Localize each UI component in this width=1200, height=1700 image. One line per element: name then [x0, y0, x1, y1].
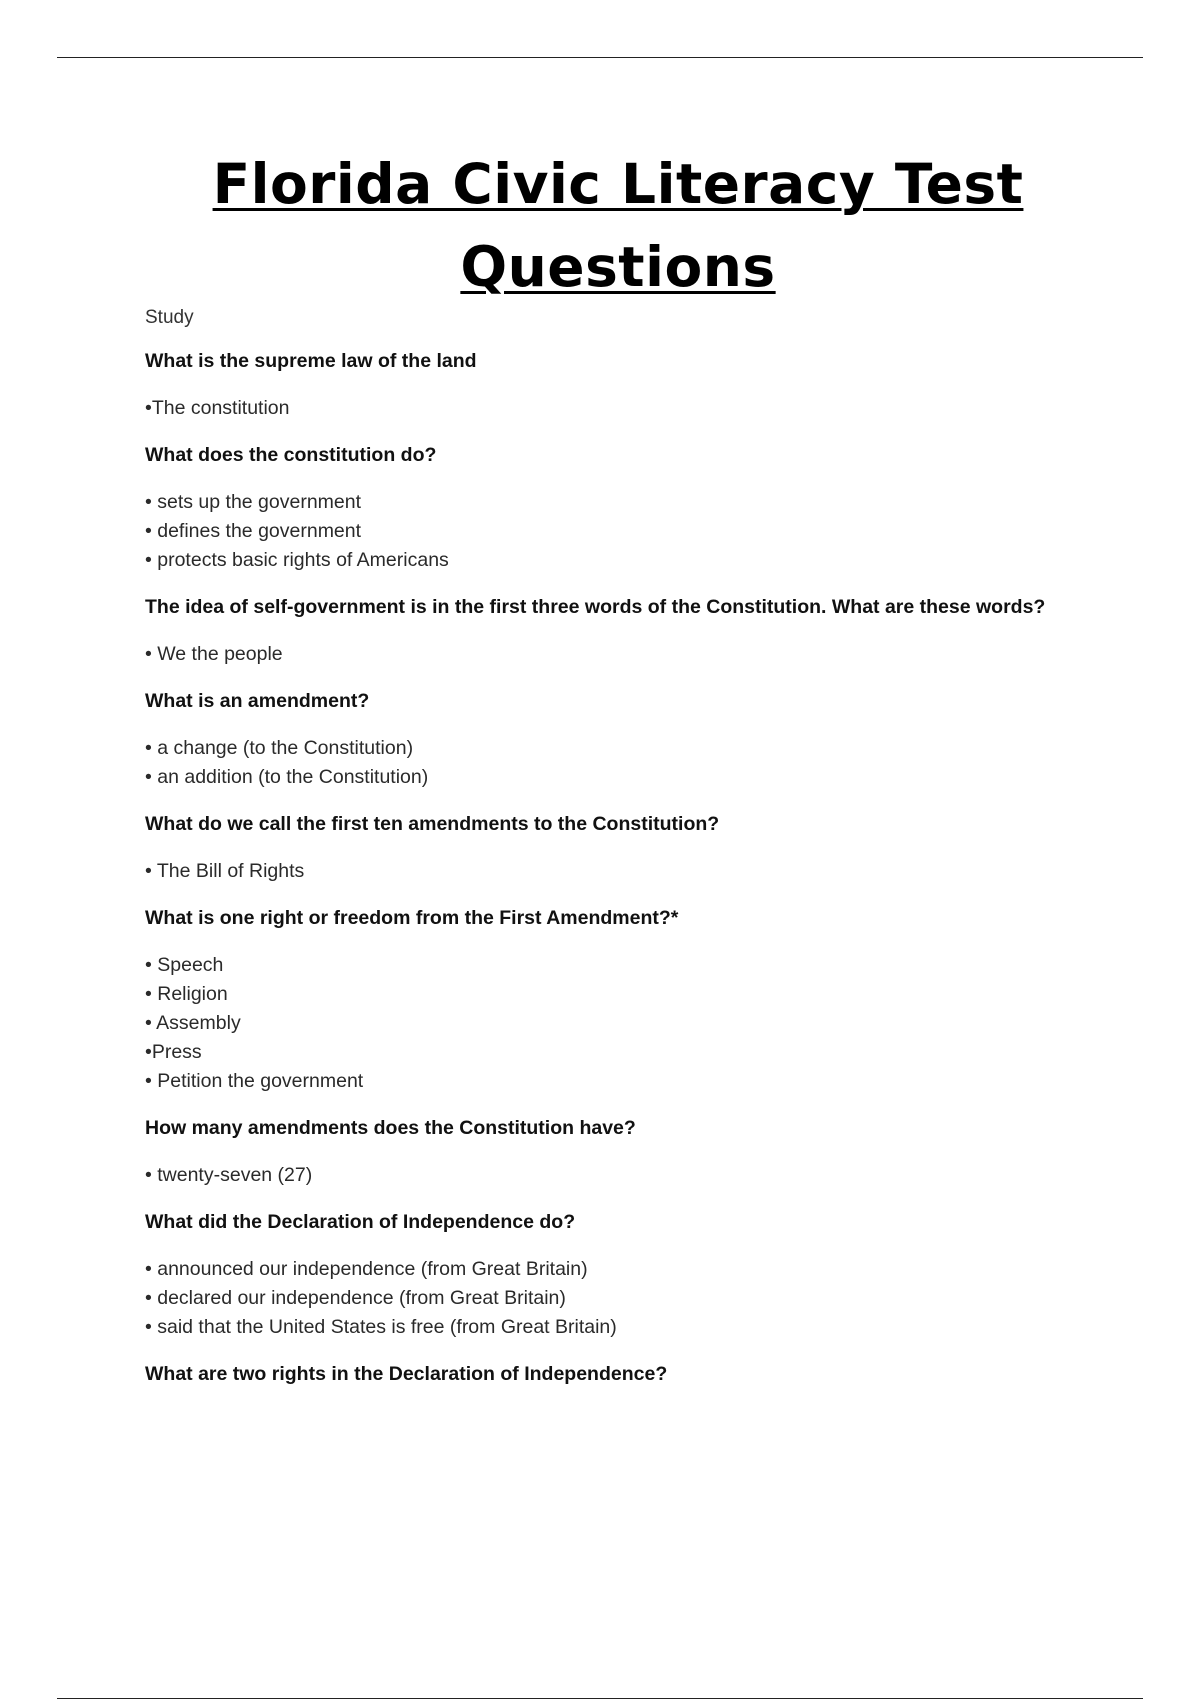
answer-list	[145, 640, 1125, 669]
answer-list	[145, 394, 1125, 423]
answer-item: •Press	[145, 1041, 202, 1063]
answer-item: • The Bill of Rights	[145, 860, 305, 882]
answer-item: • twenty-seven (27)	[145, 1164, 313, 1186]
qa-item	[145, 444, 1125, 575]
question: What are two rights in the Declaration of Independence?	[145, 1363, 668, 1385]
question: What did the Declaration of Independence do?	[145, 1211, 576, 1233]
answer-item: • a change (to the Constitution)	[145, 737, 414, 759]
page-title-line-1	[0, 152, 1200, 216]
qa-item	[145, 596, 1125, 669]
answer-item: • announced our independence (from Great Britain)	[145, 1258, 588, 1280]
answer-item: • protects basic rights of Americans	[145, 549, 449, 571]
answer-item: •The constitution	[145, 397, 290, 419]
page-title-line-2-text: Questions	[460, 235, 776, 299]
page-title-line-2	[0, 235, 1200, 299]
study-label: Study	[145, 307, 194, 328]
qa-item	[145, 1117, 1125, 1190]
answer-list	[145, 857, 1125, 886]
page-title-line-1-text: Florida Civic Literacy Test	[212, 152, 1024, 216]
qa-item	[145, 690, 1125, 792]
question: The idea of self-government is in the first three words of the Constitution. What are these words?	[145, 596, 1046, 618]
qa-item	[145, 1211, 1125, 1342]
answer-list	[145, 951, 1125, 1096]
question: What is an amendment?	[145, 690, 370, 712]
qa-item	[145, 1363, 1125, 1385]
top-divider	[57, 57, 1143, 58]
question: What is one right or freedom from the First Amendment?*	[145, 907, 679, 929]
answer-item: • declared our independence (from Great Britain)	[145, 1287, 566, 1309]
answer-item: • Speech	[145, 954, 224, 976]
answer-item: • said that the United States is free (from Great Britain)	[145, 1316, 617, 1338]
answer-item: • defines the government	[145, 520, 362, 542]
answer-list	[145, 1255, 1125, 1342]
question: What is the supreme law of the land	[145, 350, 477, 372]
question: What do we call the first ten amendments to the Constitution?	[145, 813, 720, 835]
answer-item: • We the people	[145, 643, 283, 665]
question: How many amendments does the Constitution have?	[145, 1117, 636, 1139]
answer-item: • sets up the government	[145, 491, 362, 513]
answer-item: • Religion	[145, 983, 228, 1005]
qa-item	[145, 907, 1125, 1096]
answer-item: • an addition (to the Constitution)	[145, 766, 429, 788]
answer-item: • Petition the government	[145, 1070, 364, 1092]
answer-list	[145, 488, 1125, 575]
bottom-divider	[57, 1698, 1143, 1699]
question: What does the constitution do?	[145, 444, 437, 466]
answer-list	[145, 734, 1125, 792]
qa-item	[145, 813, 1125, 886]
answer-list	[145, 1161, 1125, 1190]
answer-item: • Assembly	[145, 1012, 241, 1034]
qa-item	[145, 350, 1125, 423]
document-body	[145, 307, 1125, 1407]
